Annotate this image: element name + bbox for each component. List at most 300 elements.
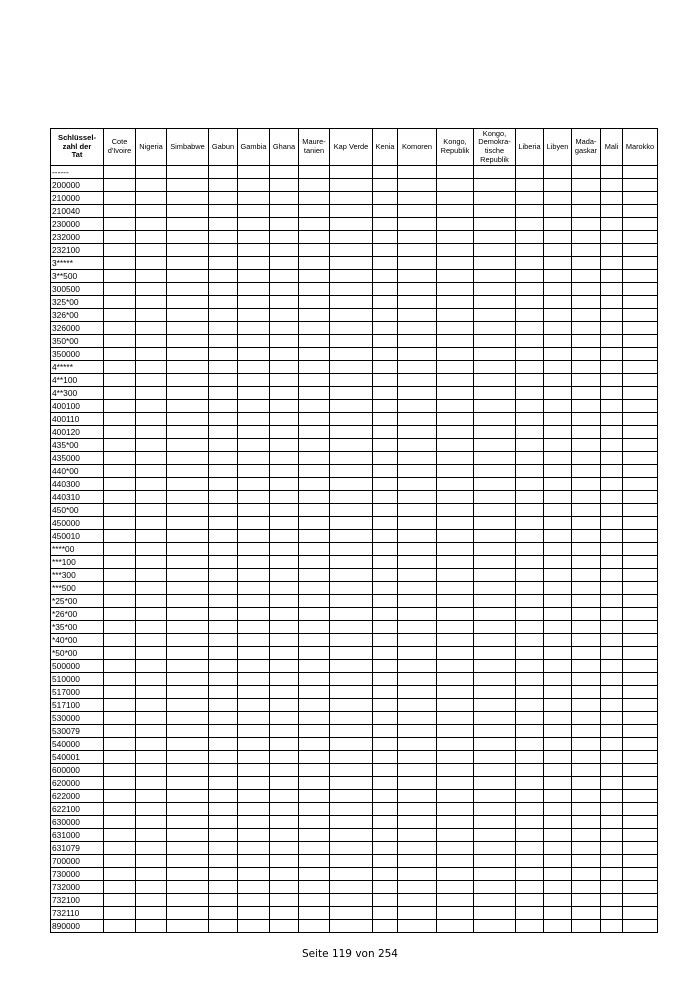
empty-cell: [373, 283, 398, 296]
empty-cell: [238, 465, 270, 478]
empty-cell: [167, 686, 209, 699]
empty-cell: [601, 686, 623, 699]
empty-cell: [209, 855, 238, 868]
empty-cell: [238, 686, 270, 699]
empty-cell: [167, 413, 209, 426]
empty-cell: [437, 647, 474, 660]
empty-cell: [209, 868, 238, 881]
empty-cell: [516, 205, 544, 218]
empty-cell: [572, 400, 601, 413]
empty-cell: [437, 556, 474, 569]
table-row: [51, 894, 658, 907]
header-line: Libyen: [546, 141, 569, 151]
empty-cell: [167, 634, 209, 647]
empty-cell: [373, 361, 398, 374]
table-row: [51, 244, 658, 257]
empty-cell: [104, 400, 136, 413]
empty-cell: [623, 218, 658, 231]
key-number-cell: 200000: [51, 179, 104, 192]
empty-cell: [136, 478, 167, 491]
empty-cell: [623, 244, 658, 257]
empty-cell: [330, 660, 373, 673]
empty-cell: [474, 686, 516, 699]
empty-cell: [270, 218, 299, 231]
header-line: Gabun: [211, 141, 235, 151]
empty-cell: [623, 595, 658, 608]
empty-cell: [601, 218, 623, 231]
empty-cell: [373, 686, 398, 699]
empty-cell: [398, 179, 437, 192]
table-row: [51, 478, 658, 491]
empty-cell: [209, 764, 238, 777]
empty-cell: [136, 244, 167, 257]
empty-cell: [474, 309, 516, 322]
empty-cell: [623, 582, 658, 595]
empty-cell: [437, 465, 474, 478]
empty-cell: [373, 296, 398, 309]
key-number-cell: 450*00: [51, 504, 104, 517]
empty-cell: [516, 582, 544, 595]
empty-cell: [104, 595, 136, 608]
empty-cell: [437, 322, 474, 335]
empty-cell: [373, 777, 398, 790]
empty-cell: [270, 491, 299, 504]
empty-cell: [544, 309, 572, 322]
key-number-cell: 530079: [51, 725, 104, 738]
empty-cell: [209, 491, 238, 504]
key-number-cell: ***100: [51, 556, 104, 569]
empty-cell: [474, 478, 516, 491]
empty-cell: [544, 686, 572, 699]
empty-cell: [238, 842, 270, 855]
empty-cell: [437, 595, 474, 608]
empty-cell: [330, 569, 373, 582]
key-number-cell: 4**100: [51, 374, 104, 387]
empty-cell: [544, 322, 572, 335]
empty-cell: [398, 829, 437, 842]
empty-cell: [238, 478, 270, 491]
empty-cell: [474, 777, 516, 790]
empty-cell: [167, 296, 209, 309]
empty-cell: [623, 881, 658, 894]
key-number-cell: 500000: [51, 660, 104, 673]
empty-cell: [167, 751, 209, 764]
empty-cell: [167, 738, 209, 751]
empty-cell: [474, 387, 516, 400]
empty-cell: [474, 361, 516, 374]
empty-cell: [330, 244, 373, 257]
empty-cell: [373, 595, 398, 608]
empty-cell: [238, 491, 270, 504]
empty-cell: [544, 426, 572, 439]
key-number-cell: 530000: [51, 712, 104, 725]
key-number-cell: 4*****: [51, 361, 104, 374]
empty-cell: [104, 738, 136, 751]
empty-cell: [209, 257, 238, 270]
empty-cell: [373, 309, 398, 322]
empty-cell: [330, 608, 373, 621]
empty-cell: [398, 543, 437, 556]
empty-cell: [270, 257, 299, 270]
empty-cell: [474, 608, 516, 621]
empty-cell: [437, 231, 474, 244]
empty-cell: [136, 296, 167, 309]
empty-cell: [299, 608, 330, 621]
empty-cell: [104, 166, 136, 179]
empty-cell: [299, 387, 330, 400]
empty-cell: [601, 231, 623, 244]
empty-cell: [270, 374, 299, 387]
empty-cell: [270, 439, 299, 452]
empty-cell: [516, 621, 544, 634]
empty-cell: [299, 790, 330, 803]
empty-cell: [299, 907, 330, 920]
empty-cell: [167, 530, 209, 543]
empty-cell: [544, 231, 572, 244]
empty-cell: [238, 322, 270, 335]
empty-cell: [104, 179, 136, 192]
empty-cell: [623, 309, 658, 322]
table-row: [51, 543, 658, 556]
empty-cell: [544, 556, 572, 569]
empty-cell: [601, 387, 623, 400]
empty-cell: [623, 868, 658, 881]
empty-cell: [544, 569, 572, 582]
empty-cell: [270, 530, 299, 543]
empty-cell: [209, 374, 238, 387]
empty-cell: [167, 543, 209, 556]
empty-cell: [238, 374, 270, 387]
empty-cell: [474, 790, 516, 803]
empty-cell: [474, 192, 516, 205]
empty-cell: [601, 244, 623, 257]
key-number-cell: *50*00: [51, 647, 104, 660]
empty-cell: [136, 569, 167, 582]
empty-cell: [104, 790, 136, 803]
empty-cell: [601, 569, 623, 582]
header-line: Republik: [440, 146, 470, 155]
empty-cell: [544, 413, 572, 426]
empty-cell: [136, 699, 167, 712]
empty-cell: [299, 270, 330, 283]
table-row: [51, 712, 658, 725]
empty-cell: [437, 257, 474, 270]
header-line: Komoren: [402, 141, 432, 151]
header-line: Maure-: [302, 137, 326, 147]
empty-cell: [136, 673, 167, 686]
empty-cell: [209, 894, 238, 907]
empty-cell: [437, 777, 474, 790]
empty-cell: [601, 426, 623, 439]
empty-cell: [330, 842, 373, 855]
empty-cell: [238, 452, 270, 465]
empty-cell: [270, 283, 299, 296]
empty-cell: [136, 439, 167, 452]
empty-cell: [601, 725, 623, 738]
empty-cell: [238, 777, 270, 790]
empty-cell: [299, 738, 330, 751]
empty-cell: [373, 556, 398, 569]
empty-cell: [238, 283, 270, 296]
empty-cell: [373, 751, 398, 764]
empty-cell: [398, 673, 437, 686]
empty-cell: [516, 894, 544, 907]
empty-cell: [572, 790, 601, 803]
header-country: [398, 129, 437, 166]
empty-cell: [299, 205, 330, 218]
key-number-cell: 622000: [51, 790, 104, 803]
empty-cell: [270, 738, 299, 751]
empty-cell: [572, 738, 601, 751]
empty-cell: [299, 166, 330, 179]
empty-cell: [209, 556, 238, 569]
empty-cell: [373, 803, 398, 816]
header-line: Mada-: [575, 137, 597, 147]
empty-cell: [474, 413, 516, 426]
empty-cell: [136, 556, 167, 569]
empty-cell: [474, 647, 516, 660]
empty-cell: [136, 582, 167, 595]
header-country: [474, 129, 516, 166]
empty-cell: [330, 816, 373, 829]
empty-cell: [572, 192, 601, 205]
empty-cell: [167, 465, 209, 478]
empty-cell: [398, 790, 437, 803]
empty-cell: [238, 530, 270, 543]
empty-cell: [167, 426, 209, 439]
empty-cell: [136, 855, 167, 868]
empty-cell: [209, 829, 238, 842]
empty-cell: [330, 517, 373, 530]
empty-cell: [623, 829, 658, 842]
empty-cell: [167, 790, 209, 803]
table-row: [51, 790, 658, 803]
empty-cell: [623, 231, 658, 244]
empty-cell: [104, 803, 136, 816]
empty-cell: [270, 894, 299, 907]
empty-cell: [136, 712, 167, 725]
empty-cell: [398, 283, 437, 296]
empty-cell: [623, 400, 658, 413]
empty-cell: [373, 634, 398, 647]
empty-cell: [373, 400, 398, 413]
empty-cell: [474, 881, 516, 894]
empty-cell: [544, 205, 572, 218]
empty-cell: [167, 491, 209, 504]
empty-cell: [544, 621, 572, 634]
empty-cell: [437, 790, 474, 803]
empty-cell: [209, 725, 238, 738]
empty-cell: [270, 426, 299, 439]
empty-cell: [104, 296, 136, 309]
empty-cell: [398, 634, 437, 647]
empty-cell: [238, 439, 270, 452]
empty-cell: [474, 530, 516, 543]
empty-cell: [544, 673, 572, 686]
empty-cell: [299, 673, 330, 686]
empty-cell: [136, 725, 167, 738]
empty-cell: [104, 283, 136, 296]
empty-cell: [474, 738, 516, 751]
key-number-cell: 232000: [51, 231, 104, 244]
empty-cell: [373, 673, 398, 686]
empty-cell: [167, 829, 209, 842]
empty-cell: [474, 569, 516, 582]
table-row: [51, 426, 658, 439]
key-number-cell: 600000: [51, 764, 104, 777]
table-row: [51, 439, 658, 452]
empty-cell: [544, 361, 572, 374]
empty-cell: [238, 296, 270, 309]
empty-cell: [516, 270, 544, 283]
empty-cell: [474, 673, 516, 686]
empty-cell: [209, 309, 238, 322]
empty-cell: [209, 517, 238, 530]
empty-cell: [437, 296, 474, 309]
empty-cell: [474, 322, 516, 335]
empty-cell: [544, 881, 572, 894]
empty-cell: [238, 634, 270, 647]
key-number-cell: 730000: [51, 868, 104, 881]
empty-cell: [601, 660, 623, 673]
empty-cell: [167, 244, 209, 257]
empty-cell: [572, 517, 601, 530]
empty-cell: [398, 452, 437, 465]
empty-cell: [437, 660, 474, 673]
empty-cell: [437, 725, 474, 738]
empty-cell: [437, 608, 474, 621]
empty-cell: [623, 517, 658, 530]
empty-cell: [330, 283, 373, 296]
empty-cell: [398, 595, 437, 608]
empty-cell: [167, 257, 209, 270]
empty-cell: [104, 452, 136, 465]
key-number-cell: 890000: [51, 920, 104, 933]
empty-cell: [373, 257, 398, 270]
empty-cell: [167, 920, 209, 933]
empty-cell: [437, 283, 474, 296]
key-number-cell: *35*00: [51, 621, 104, 634]
empty-cell: [544, 244, 572, 257]
empty-cell: [136, 231, 167, 244]
header-country: [601, 129, 623, 166]
empty-cell: [330, 647, 373, 660]
empty-cell: [544, 296, 572, 309]
empty-cell: [516, 335, 544, 348]
empty-cell: [398, 647, 437, 660]
empty-cell: [136, 309, 167, 322]
empty-cell: [238, 205, 270, 218]
empty-cell: [544, 530, 572, 543]
empty-cell: [373, 816, 398, 829]
empty-cell: [623, 816, 658, 829]
key-number-cell: 440310: [51, 491, 104, 504]
empty-cell: [330, 907, 373, 920]
empty-cell: [544, 335, 572, 348]
empty-cell: [474, 231, 516, 244]
empty-cell: [398, 803, 437, 816]
table-row: [51, 556, 658, 569]
empty-cell: [330, 400, 373, 413]
table-row: [51, 907, 658, 920]
key-number-cell: 620000: [51, 777, 104, 790]
empty-cell: [601, 270, 623, 283]
empty-cell: [270, 543, 299, 556]
empty-cell: [270, 608, 299, 621]
empty-cell: [437, 361, 474, 374]
header-line: Marokko: [625, 141, 655, 151]
empty-cell: [623, 738, 658, 751]
key-number-cell: 540001: [51, 751, 104, 764]
empty-cell: [572, 452, 601, 465]
key-number-cell: 540000: [51, 738, 104, 751]
empty-cell: [209, 543, 238, 556]
empty-cell: [209, 816, 238, 829]
empty-cell: [330, 426, 373, 439]
empty-cell: [104, 660, 136, 673]
empty-cell: [238, 504, 270, 517]
empty-cell: [516, 777, 544, 790]
empty-cell: [516, 595, 544, 608]
empty-cell: [238, 660, 270, 673]
empty-cell: [544, 192, 572, 205]
empty-cell: [373, 855, 398, 868]
empty-cell: [474, 582, 516, 595]
empty-cell: [474, 803, 516, 816]
key-number-cell: 300500: [51, 283, 104, 296]
empty-cell: [437, 205, 474, 218]
empty-cell: [330, 179, 373, 192]
empty-cell: [136, 270, 167, 283]
empty-cell: [373, 647, 398, 660]
empty-cell: [516, 842, 544, 855]
header-country: [544, 129, 572, 166]
empty-cell: [270, 803, 299, 816]
empty-cell: [398, 166, 437, 179]
empty-cell: [136, 335, 167, 348]
empty-cell: [373, 920, 398, 933]
empty-cell: [373, 699, 398, 712]
empty-cell: [373, 413, 398, 426]
key-number-cell: 450000: [51, 517, 104, 530]
empty-cell: [572, 803, 601, 816]
header-country: [330, 129, 373, 166]
header-line: Ghana: [272, 141, 296, 151]
empty-cell: [330, 738, 373, 751]
empty-cell: [299, 504, 330, 517]
empty-cell: [572, 166, 601, 179]
empty-cell: [398, 855, 437, 868]
empty-cell: [238, 556, 270, 569]
empty-cell: [238, 738, 270, 751]
empty-cell: [104, 608, 136, 621]
empty-cell: [373, 881, 398, 894]
empty-cell: [373, 582, 398, 595]
empty-cell: [623, 179, 658, 192]
empty-cell: [398, 660, 437, 673]
empty-cell: [474, 400, 516, 413]
empty-cell: [474, 166, 516, 179]
empty-cell: [601, 374, 623, 387]
empty-cell: [601, 257, 623, 270]
empty-cell: [474, 699, 516, 712]
empty-cell: [209, 166, 238, 179]
empty-cell: [437, 621, 474, 634]
empty-cell: [544, 283, 572, 296]
empty-cell: [544, 660, 572, 673]
empty-cell: [474, 296, 516, 309]
empty-cell: [167, 205, 209, 218]
